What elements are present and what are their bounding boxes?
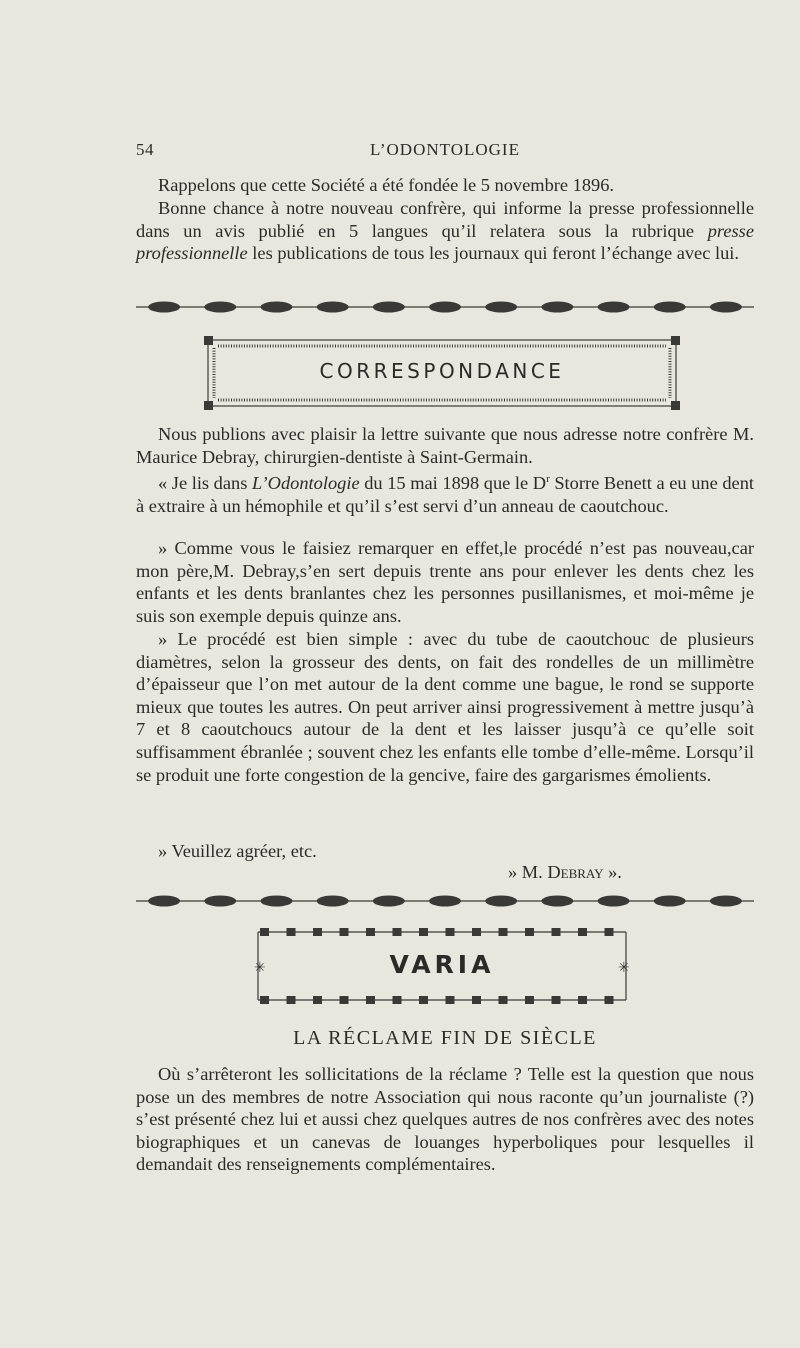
correspondance-heading-frame	[204, 334, 680, 412]
frame-ornament-square	[499, 928, 508, 936]
ornament-motif	[710, 896, 742, 907]
ornament-motif	[598, 302, 630, 313]
ornament-motif	[654, 302, 686, 313]
frame-ornament-square	[287, 928, 296, 936]
correspondance-title: CORRESPONDANCE	[319, 359, 565, 383]
correspondance-paragraph-2: « Je lis dans L’Odontologie du 15 mai 1898 que le $D^r$ Storre Benett a eu une dent à extraire à un hémophile et qu’il s’est servi d’un anneau de caoutchouc.	[136, 473, 755, 516]
ornament-motif	[260, 896, 292, 907]
frame-ornament-square	[260, 996, 269, 1004]
frame-ornament-square	[446, 928, 455, 936]
varia-title: VARIA	[389, 950, 495, 979]
frame-ornament-square	[340, 928, 349, 936]
frame-ornament-square	[525, 996, 534, 1004]
ornament-motif	[485, 896, 517, 907]
frame-ornament-square	[552, 996, 561, 1004]
article-subheading: LA RÉCLAME FIN DE SIÈCLE	[293, 1027, 597, 1049]
frame-ornament-square	[499, 996, 508, 1004]
ornament-motif	[204, 896, 236, 907]
frame-ornament-square	[313, 928, 322, 936]
ornament-motif	[204, 302, 236, 313]
ornament-motif	[429, 302, 461, 313]
intro-paragraph-2: Bonne chance à notre nouveau confrère, qui informe la presse professionnelle dans un avis publié en 5 langues qu’il relatera sous la rubrique presse professionnelle les publications de tous les journaux qui feront l’échange avec lui.	[136, 198, 754, 264]
correspondance-paragraph-1: Nous publions avec plaisir la lettre suivante que nous adresse notre confrère M. Maurice Debray, chirurgien-dentiste à Saint-Germain.	[136, 424, 754, 467]
letter-signature: » M. Debray ».	[508, 862, 622, 882]
ornament-motif	[485, 302, 517, 313]
frame-ornament-square	[260, 928, 269, 936]
frame-ornament-square	[393, 928, 402, 936]
ornament-motif	[317, 896, 349, 907]
frame-ornament-square	[605, 928, 614, 936]
frame-ornament-square	[393, 996, 402, 1004]
ornament-motif	[541, 302, 573, 313]
ornament-motif	[429, 896, 461, 907]
frame-ornament-square	[366, 996, 375, 1004]
ornament-motif	[373, 302, 405, 313]
ornament-motif	[148, 302, 180, 313]
running-title: L’ODONTOLOGIE	[370, 140, 520, 159]
frame-ornament-square	[313, 996, 322, 1004]
ornament-motif	[260, 302, 292, 313]
correspondance-paragraph-3: » Comme vous le faisiez remarquer en effet,le procédé n’est pas nouveau,car mon père,M. Debray,s’en sert depuis trente ans pour enlever les dents chez les enfants et les dents branlantes chez les personnes pusillanismes, et moi-même je suis son exemple depuis quinze ans.	[136, 538, 754, 626]
varia-paragraph-1: Où s’arrêteront les sollicitations de la réclame ? Telle est la question que nous pose un des membres de notre Association qui nous raconte qu’un journaliste (?) s’est présenté chez lui et aussi chez quelques autres de nos confrères avec des notes biographiques et un canevas de louanges hyperboliques pour lesquelles il demandait des renseignements complémentaires.	[136, 1064, 754, 1175]
section-divider-ornament	[136, 297, 754, 317]
frame-ornament-square	[578, 928, 587, 936]
ornament-motif	[148, 896, 180, 907]
ornament-motif	[541, 896, 573, 907]
frame-ornament-square	[472, 928, 481, 936]
section-divider-ornament-2	[136, 891, 754, 911]
correspondance-paragraph-4: » Le procédé est bien simple : avec du tube de caoutchouc de plusieurs diamètres, selon la grosseur des dents, on fait des rondelles de un millimètre d’épaisseur que l’on met autour de la dent comme une bague, le rond se supporte mieux que toutes les autres. On peut arriver ainsi progressivement à mettre jusqu’à 7 et 8 caoutchoucs autour de la dent et les laisser jusqu’à ce qu’elle soit suffisamment ébranlée ; souvent chez les enfants elle tombe d’elle-même. Lorsqu’il se produit une forte congestion de la gencive, faire des gargarismes émolients.	[136, 629, 754, 785]
frame-ornament-square	[525, 928, 534, 936]
ornament-motif	[317, 302, 349, 313]
ornament-motif	[654, 896, 686, 907]
page-number: 54	[136, 140, 154, 159]
frame-ornament-square	[446, 996, 455, 1004]
frame-ornament-square	[578, 996, 587, 1004]
intro-paragraph-1: Rappelons que cette Société a été fondée le 5 novembre 1896.	[158, 175, 615, 195]
svg-text:✳: ✳	[254, 960, 266, 976]
frame-ornament-square	[366, 928, 375, 936]
frame-ornament-square	[287, 996, 296, 1004]
svg-text:✳: ✳	[618, 960, 630, 976]
frame-ornament-square	[605, 996, 614, 1004]
frame-ornament-square	[419, 996, 428, 1004]
frame-ornament-square	[419, 928, 428, 936]
frame-ornament-square	[552, 928, 561, 936]
frame-ornament-square	[340, 996, 349, 1004]
running-header	[136, 140, 754, 164]
ornament-motif	[373, 896, 405, 907]
frame-ornament-square	[472, 996, 481, 1004]
correspondance-paragraph-5: » Veuillez agréer, etc.	[158, 841, 317, 861]
varia-heading-frame	[254, 920, 630, 1012]
ornament-motif	[710, 302, 742, 313]
ornament-motif	[598, 896, 630, 907]
